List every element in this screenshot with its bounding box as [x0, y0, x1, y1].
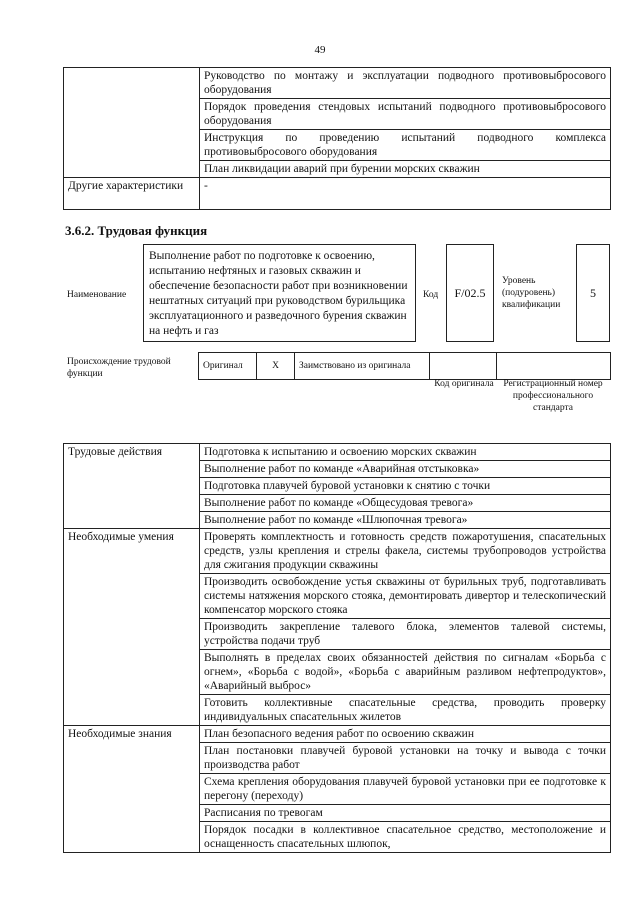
table-row: Проверять комплектность и готовность средств пожаротушения, спасательных средств, узлы крепления и стрелы факела, системы трубопроводов устройства для сжигания продукции скважины — [200, 529, 611, 574]
table-row: Подготовка плавучей буровой установки к снятию с точки — [200, 478, 611, 495]
original-label: Оригинал — [199, 353, 257, 380]
table-row: Выполнять в пределах своих обязанностей действия по сигналам «Борьба с огнем», «Борьба с водой», «Борьба с аварийным разливом нефтепродуктов», «Аварийный выброс» — [200, 650, 611, 695]
table-row: Порядок проведения стендовых испытаний подводного противовыбросового оборудования — [200, 99, 611, 130]
other-characteristics-value: - — [200, 178, 611, 210]
labor-actions-label: Трудовые действия — [64, 444, 200, 529]
table-row: Выполнение работ по команде «Общесудовая тревога» — [200, 495, 611, 512]
table-label-cell-empty — [64, 68, 200, 178]
table-row: План постановки плавучей буровой установки на точку и вывода с точки производства работ — [200, 743, 611, 774]
borrowed-label: Заимствовано из оригинала — [295, 353, 430, 380]
labor-function-table — [63, 443, 611, 853]
table-row: Подготовка к испытанию и освоению морских скважин — [200, 444, 611, 461]
qualification-level-label: Уровень (подуровень) квалификации — [502, 276, 561, 310]
qualification-level-box: 5 — [576, 244, 610, 342]
table-row: План ликвидации аварий при бурении морских скважин — [200, 161, 611, 178]
table-row: Порядок посадки в коллективное спасательное средство, местоположение и оснащенность спасательных шлюпок, — [200, 822, 611, 853]
function-code-box: F/02.5 — [446, 244, 494, 342]
origin-label: Происхождение трудовой функции — [67, 357, 171, 379]
required-skills-label: Необходимые умения — [64, 529, 200, 726]
code-label: Код — [423, 290, 439, 300]
other-characteristics-label: Другие характеристики — [64, 178, 200, 210]
table-row: Расписания по тревогам — [200, 805, 611, 822]
table-row: Готовить коллективные спасательные средства, проводить проверку индивидуальных спасательных жилетов — [200, 695, 611, 726]
registration-number-cell — [497, 353, 611, 380]
name-label: Наименование — [67, 290, 127, 300]
required-knowledge-label: Необходимые знания — [64, 726, 200, 853]
original-code-cell — [430, 353, 497, 380]
table-row: Выполнение работ по команде «Шлюпочная тревога» — [200, 512, 611, 529]
table-row: План безопасного ведения работ по освоению скважин — [200, 726, 611, 743]
table-row: Производить освобождение устья скважины от бурильных труб, подготавливать системы натяжения морского стояка, демонтировать дивертор и телескопический компенсатор морского стояка — [200, 574, 611, 619]
table-row: Выполнение работ по команде «Аварийная отстыковка» — [200, 461, 611, 478]
table-row: Производить закрепление талевого блока, элементов талевой системы, устройства подачи труб — [200, 619, 611, 650]
original-code-caption: Код оригинала — [434, 379, 494, 389]
original-mark: X — [257, 353, 295, 380]
table-row: Руководство по монтажу и эксплуатации подводного противовыбросового оборудования — [200, 68, 611, 99]
registration-number-caption: Регистрационный номер профессионального стандарта — [503, 379, 603, 413]
previous-function-table — [63, 67, 611, 210]
origin-table — [198, 352, 611, 380]
page-number: 49 — [314, 44, 326, 56]
section-title: 3.6.2. Трудовая функция — [65, 223, 208, 238]
function-name-box: Выполнение работ по подготовке к освоению, испытанию нефтяных и газовых скважин и обеспечение безопасности работ при возникновении нештатных ситуаций при руководством бурильщика эксплуатационного и разведочного бурения скважин на нефть и газ — [143, 244, 416, 342]
table-row: Схема крепления оборудования плавучей буровой установки при ее подготовке к перегону (переходу) — [200, 774, 611, 805]
table-row: Инструкция по проведению испытаний подводного комплекса противовыбросового оборудования — [200, 130, 611, 161]
